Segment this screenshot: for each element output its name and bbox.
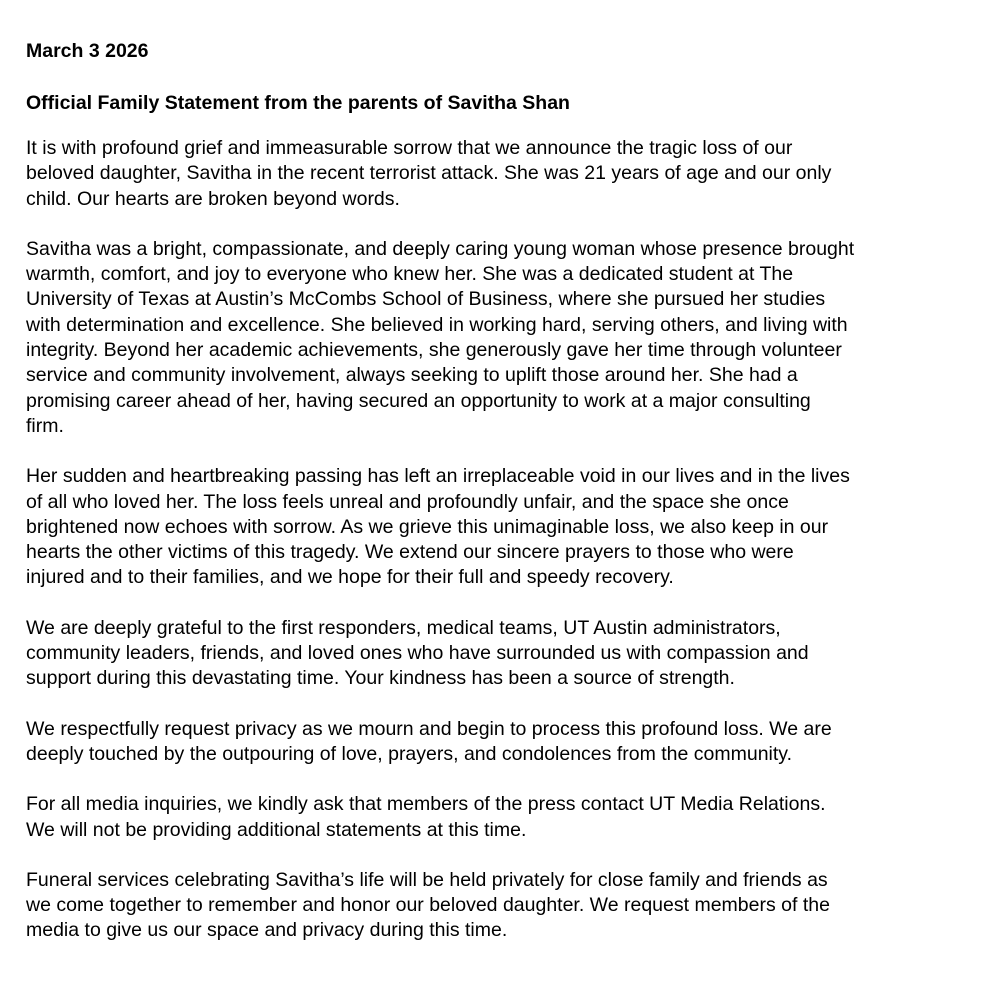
text-line: child. Our hearts are broken beyond words.	[26, 187, 400, 210]
text-line: beloved daughter, Savitha in the recent terrorist attack. She was 21 years of age and our only	[26, 162, 832, 185]
statement-date: March 3 2026	[26, 40, 149, 62]
paragraph-privacy	[26, 717, 976, 768]
text-line: We will not be providing additional statements at this time.	[26, 818, 527, 841]
text-line: community leaders, friends, and loved ones who have surrounded us with compassion and	[26, 642, 809, 665]
text-line: promising career ahead of her, having secured an opportunity to work at a major consulting	[26, 389, 811, 412]
text-line: injured and to their families, and we hope for their full and speedy recovery.	[26, 566, 674, 589]
text-line: Her sudden and heartbreaking passing has left an irreplaceable void in our lives and in the lives	[26, 465, 850, 488]
text-line: brightened now echoes with sorrow. As we grieve this unimaginable loss, we also keep in our	[26, 515, 829, 538]
paragraph-about-savitha	[26, 237, 976, 439]
text-line: integrity. Beyond her academic achievements, she generously gave her time through volunteer	[26, 339, 842, 362]
paragraph-announcement	[26, 136, 976, 212]
text-line: support during this devastating time. Your kindness has been a source of strength.	[26, 667, 735, 690]
text-line: It is with profound grief and immeasurable sorrow that we announce the tragic loss of our	[26, 137, 793, 159]
text-line: For all media inquiries, we kindly ask that members of the press contact UT Media Relations.	[26, 793, 826, 816]
text-line: firm.	[26, 414, 64, 437]
text-line: We respectfully request privacy as we mourn and begin to process this profound loss. We are	[26, 717, 832, 740]
paragraph-funeral	[26, 868, 976, 944]
text-line: service and community involvement, always seeking to uplift those around her. She had a	[26, 364, 798, 387]
paragraph-gratitude	[26, 616, 976, 692]
text-line: of all who loved her. The loss feels unreal and profoundly unfair, and the space she once	[26, 490, 789, 513]
text-line: University of Texas at Austin’s McCombs School of Business, where she pursued her studies	[26, 288, 826, 311]
text-line: with determination and excellence. She believed in working hard, serving others, and living with	[26, 313, 848, 336]
paragraph-loss	[26, 464, 976, 590]
text-line: Savitha was a bright, compassionate, and deeply caring young woman whose presence brought	[26, 237, 855, 260]
text-line: warmth, comfort, and joy to everyone who knew her. She was a dedicated student at The	[26, 263, 794, 286]
paragraph-media-inquiries	[26, 792, 976, 843]
statement-document	[26, 39, 976, 969]
text-line: we come together to remember and honor our beloved daughter. We request members of the	[26, 894, 830, 917]
statement-title: Official Family Statement from the parents of Savitha Shan	[26, 92, 570, 114]
text-line: deeply touched by the outpouring of love, prayers, and condolences from the community.	[26, 742, 793, 765]
text-line: Funeral services celebrating Savitha’s life will be held privately for close family and friends as	[26, 868, 828, 891]
text-line: We are deeply grateful to the first responders, medical teams, UT Austin administrators,	[26, 616, 781, 639]
text-line: hearts the other victims of this tragedy. We extend our sincere prayers to those who were	[26, 541, 794, 564]
text-line: media to give us our space and privacy during this time.	[26, 919, 508, 942]
